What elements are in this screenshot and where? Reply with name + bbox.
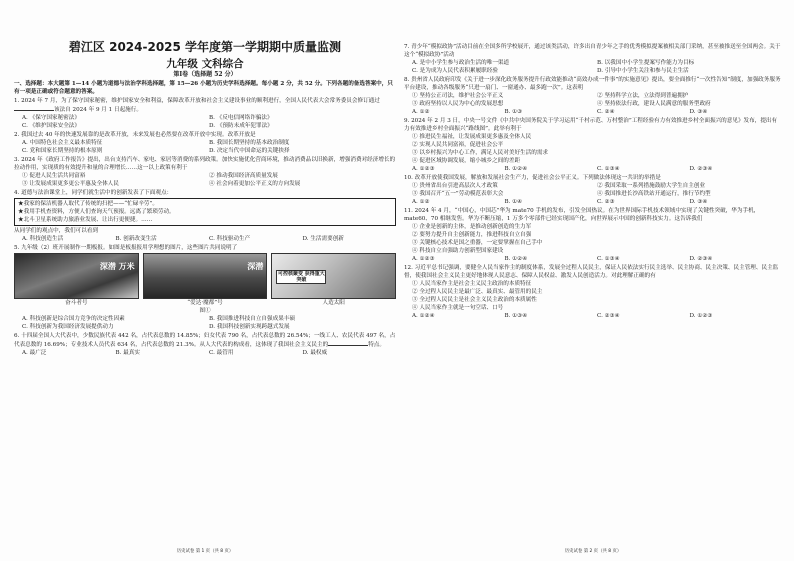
q9-stem: 9. 2024 年 2 月 3 日，中央一号文件《中共中央国务院关于学习运用“千村示范、万村整治”工程经验有力有效推进乡村全面振兴的意见》发布，提出有力有效推进乡村全面振兴“路线图”。此举有利于 <box>404 118 778 132</box>
q8-answers <box>404 108 782 116</box>
cruise-ship-photo <box>143 253 268 299</box>
q1-stem: 1. 2024 年 7 月，为了保守国家秘密，维护国家安全和利益，保障改革开放和社会主义建设事业的顺利进行，全国人民代表大会常务委员会修订通过 <box>14 98 380 104</box>
quote-line: ★北斗卫星系统助力旅游业发展、让出行更便捷。…… <box>18 217 153 223</box>
q11-stem: 11. 2024 年 4 月，“中国心，中国芯”华为 mate70 手机的发布，引发全国热议。在为世界国际手机技术领域中实现了关键性突破，华为手机，mate60、70 相继发售。华为不断压缩，1 万多个零部件已经实现国产化，向世界展示中国的创新科技实力。这告诉我们 <box>404 208 760 222</box>
photo-overlay-text: 深潜 万米 <box>99 262 135 271</box>
photo-overlay-text: 深潜 <box>247 262 264 271</box>
section-heading: 第Ⅰ卷（选择题 52 分） <box>173 71 237 78</box>
option: A. 是中小学生参与政治生活的唯一渠道 <box>412 60 510 66</box>
answer-choice: A. ①② <box>412 199 430 205</box>
answer-choice: B. ①④ <box>504 199 523 205</box>
answer-choice: D. ②③④ <box>689 166 713 172</box>
q1-stem-end: 该法自 2024 年 9 月 1 日起施行。 <box>54 107 142 113</box>
question-11 <box>404 207 782 263</box>
option: ② 实现人民共同富裕，促进社会公平 <box>412 142 504 148</box>
option: ① 企业是创新的主体，是推动创新创造的生力军 <box>412 224 532 230</box>
exam-title: 碧江区 2024-2025 学年度第一学期期中质量监测 <box>68 40 342 54</box>
q6-stem: 6. 十四届全国人大代表中，少数民族代表 442 名，占代表总数的 14.85%；妇女代表 790 名，占代表总数的 26.54%；一线工人、农民代表 497 名，占代表总数的 16.69%；专业技术人员代表 634 名，占代表总数的 21.3%。从人大代表的构成看，这体现了我国社会主义民主的 <box>14 333 396 348</box>
figure-label: 图① <box>199 308 211 314</box>
q9-answers <box>404 165 782 173</box>
q1-options <box>14 122 396 130</box>
photo-caption: “爱达·魔都”号 <box>187 300 223 306</box>
answer-choice: B. ①②④ <box>504 166 528 172</box>
q10-stem: 10. 改革开放使我国发展，解放和发展社会生产力，促进社会公平正义。下列做法体现这一共识的举措是 <box>404 175 661 181</box>
q6-options <box>14 349 396 357</box>
submersible-photo <box>14 253 139 299</box>
answer-choice: D. ③④ <box>689 109 708 115</box>
quote-line: ★我用手机查资料，方便人们查询天气预报。远离了繁琐劳动。 <box>18 209 175 215</box>
option: ② 要努力提升自主创新能力，推进科技自立自强 <box>412 232 532 238</box>
q8-stem: 8. 贵州省人民政府印发《关于进一步深化政务服务提升行政效能推动“高效办成一件事”的实施意见》提出，要全面推行“一次性告知”制度，加强政务服务平台建设，推动各级服务“只进一扇门、一窗通办、最多跑一次”。这表明 <box>404 77 781 91</box>
option: C. 党和国家长期坚持的根本原则 <box>22 148 103 154</box>
option: C. 是为成为人民代表积累履职经验 <box>412 68 498 74</box>
quote-line: ★我家的保洁机器人取代了传统的扫把——“忙碌辛劳”。 <box>18 201 158 207</box>
option: B. 《反电信网络诈骗法》 <box>209 115 273 121</box>
option: ① 贵州省出台引进高层次人才政策 <box>412 183 498 189</box>
option: C. 科技创新为我国经济发展提供动力 <box>22 324 114 330</box>
question-12 <box>404 264 782 320</box>
option: A. 科技创造生活 <box>22 236 64 242</box>
instruction: 一、选择题：本大题第 1—14 小题为道德与法治学科选择题，第 15—26 小题为历史学科选择题。每小题 2 分，共 52 分。下列各题的备选答案中，只有一项是正确或符合题意的答案。 <box>14 81 393 95</box>
option: ① 促进人民生活共同富裕 <box>22 173 86 179</box>
answer-choice: A. ①②③ <box>412 256 435 262</box>
artificial-sun-photo <box>271 253 396 299</box>
question-1 <box>14 97 396 130</box>
question-5 <box>14 244 396 331</box>
q11-answers <box>404 255 782 263</box>
option: A. 《保守国家秘密法》 <box>22 115 80 121</box>
option: ③ 全过程人民民主是社会主义民主政治的本质属性 <box>412 297 537 303</box>
q10-answers <box>404 198 782 206</box>
option: ③ 政府坚持以人民为中心的发展思想 <box>412 101 504 107</box>
question-9 <box>404 117 782 173</box>
question-3 <box>14 156 396 188</box>
answer-choice: C. ②③ <box>597 199 615 205</box>
answer-choice: B. ①③④ <box>504 313 528 319</box>
option: C. 科技驱动生产 <box>209 236 251 242</box>
right-column <box>404 0 782 561</box>
q5-photo-row <box>14 253 396 307</box>
answer-choice: A. ①②③ <box>412 166 435 172</box>
question-2 <box>14 131 396 155</box>
page-footer-left: 历史试卷 第 1 页（共 8 页） <box>176 549 234 554</box>
option: B. 创新改变生活 <box>115 236 157 242</box>
q3-stem: 3. 2024 年《政府工作报告》提出，出台支持汽车、家电、家居等消费的系列政策。加快实施优化营商环境，推动消费品以旧换新，增强消费对经济增长的拉动作用，实现质的有效提升和量的合理增长……这一以上政策有利于 <box>14 157 396 171</box>
option: A. 科技创新是综合国力竞争的决定性因素 <box>22 316 125 322</box>
left-column <box>14 0 396 561</box>
option: ② 我国采取一系列措施鼓励大学生自主创业 <box>597 183 706 189</box>
question-10 <box>404 174 782 206</box>
exam-subtitle: 九年级 文科综合 <box>166 58 244 70</box>
q5-options <box>14 323 396 331</box>
answer-choice: D. ①②③ <box>689 313 713 319</box>
answer-blank <box>328 340 368 346</box>
option: ② 全过程人民民主是最广泛、最真实、最管用的民主 <box>412 289 543 295</box>
q4-stem: 4. 道德与法治课堂上，同学们就生活中的创新发表了下面观点： <box>14 190 173 196</box>
q7-options <box>404 67 782 75</box>
q7-options <box>404 59 782 67</box>
question-4 <box>14 189 396 243</box>
option: C. 《维护国家安全法》 <box>22 123 80 129</box>
option: ③ 关键核心技术是国之重器，一定要掌握在自己手中 <box>412 240 543 246</box>
photo-card <box>271 253 396 307</box>
option: ④ 促进区域协调发展，缩小城乡之间的差距 <box>412 158 521 164</box>
question-7 <box>404 43 782 75</box>
photo-caption: 人造太阳 <box>322 300 345 306</box>
photo-overlay-text: 可控核聚变 获得重大突破 <box>277 271 325 283</box>
q12-answers <box>404 312 782 320</box>
option: ④ 科技自立自强助力创新型国家建设 <box>412 248 504 254</box>
answer-choice: A. ①② <box>412 109 430 115</box>
option: ④ 我国推进长沙高铁站开通运行，推行节约型 <box>597 191 711 197</box>
q3-options <box>14 172 396 180</box>
option: ① 推进民生福祉，让发展成果更多惠及全体人民 <box>412 134 532 140</box>
option: ④ 坚持依法行政，建设人民满意的服务型政府 <box>597 101 711 107</box>
q4-quote-box <box>14 198 396 226</box>
option: D. 《预防未成年犯罪法》 <box>209 123 273 129</box>
option: ④ 人民当家作主就是一句空话、口号 <box>412 305 504 311</box>
q10-options <box>404 190 782 198</box>
q12-stem: 12. 习近平总书记强调，要健全人民当家作主的制度体系，发展全过程人民民主，保证人民依法实行民主选举、民主协商、民主决策、民主管理、民主监督，使我国社会主义民主更好地体现人民意志、保障人民权益、激发人民创造活力。对此理解正确的有 <box>404 265 779 279</box>
option: C. 最管用 <box>209 350 234 356</box>
q5-options <box>14 315 396 323</box>
option: A. 中国特色社会主义最本质特征 <box>22 140 103 146</box>
option: D. 决定当代中国命运的关键抉择 <box>209 148 290 154</box>
q4-prompt: 从同学们的观点中，我们可以看到 <box>14 228 98 234</box>
answer-choice: B. ①②④ <box>504 256 528 262</box>
option: ③ 让发展成果更多更公平惠及全体人民 <box>22 181 119 187</box>
answer-blank <box>14 105 54 111</box>
q8-options <box>404 100 782 108</box>
answer-choice: C. ②④ <box>597 109 615 115</box>
answer-choice: A. ①②④ <box>412 313 435 319</box>
option: D. 生活需要创新 <box>302 236 344 242</box>
option: ③ 我国召开“五一”劳动模范表彰大会 <box>412 191 504 197</box>
option: ① 坚持公正司法，维护社会公平正义 <box>412 93 504 99</box>
option: D. 引导中小学生关注和参与民主生活 <box>597 68 689 74</box>
option: B. 我国推进科技自立自强成果丰硕 <box>209 316 295 322</box>
answer-choice: C. ①③④ <box>597 166 620 172</box>
answer-choice: C. ①③④ <box>597 256 620 262</box>
answer-choice: D. ②③④ <box>689 256 713 262</box>
question-6 <box>14 332 396 357</box>
q4-options <box>14 235 396 243</box>
option: A. 最广泛 <box>22 350 47 356</box>
q6-stem-end: 特点。 <box>368 342 385 348</box>
option: B. 以我国中小学生提案写作能力为目标 <box>597 60 695 66</box>
q2-options <box>14 147 396 155</box>
q2-stem: 2. 我国过去 40 年的快速发展靠的是改革开放，未来发展也必然要在改革开放中实现。改革开放是 <box>14 132 256 138</box>
q10-options <box>404 182 782 190</box>
q7-stem: 7. 青少年“模拟政协”活动目前在全国多所学校展开，通过该类活动，许多出自青少年之手的优秀模拟提案被相关部门采纳，甚至被推送至全国两会。关于这个“模拟政协”活动 <box>404 44 781 58</box>
q5-stem: 5. 九年级（2）班开展制作一期板报。如图是板报报用学理想的图片，这些图片共同说明了 <box>14 245 238 251</box>
option: ① 人民当家作主是社会主义民主政治的本质特征 <box>412 281 532 287</box>
answer-choice: B. ①③ <box>504 109 523 115</box>
photo-card <box>143 253 268 307</box>
question-8 <box>404 76 782 116</box>
option: ② 坚持科学立法，立法得到普遍拥护 <box>597 93 689 99</box>
answer-choice: C. ②③④ <box>597 313 620 319</box>
option: D. 最权威 <box>302 350 328 356</box>
option: B. 最真实 <box>115 350 140 356</box>
photo-caption: 奋斗者号 <box>65 300 88 306</box>
top-spacer <box>404 0 782 42</box>
q8-options <box>404 92 782 100</box>
option: ② 推动我国经济高质量发展 <box>209 173 278 179</box>
option: ③ 以乡村振兴为中心工作，满足人民对美好生活的需求 <box>412 150 549 156</box>
option: ④ 社会向着更加公平正义的方向发展 <box>209 181 301 187</box>
answer-choice: D. ③④ <box>689 199 708 205</box>
q3-options <box>14 180 396 188</box>
photo-card <box>14 253 139 307</box>
q1-options <box>14 114 396 122</box>
q2-options <box>14 139 396 147</box>
option: B. 我国长期坚持的基本政治制度 <box>209 140 290 146</box>
option: D. 我国科技创新实现跨越式发展 <box>209 324 290 330</box>
page-footer-right: 历史试卷 第 2 页（共 8 页） <box>564 549 622 554</box>
